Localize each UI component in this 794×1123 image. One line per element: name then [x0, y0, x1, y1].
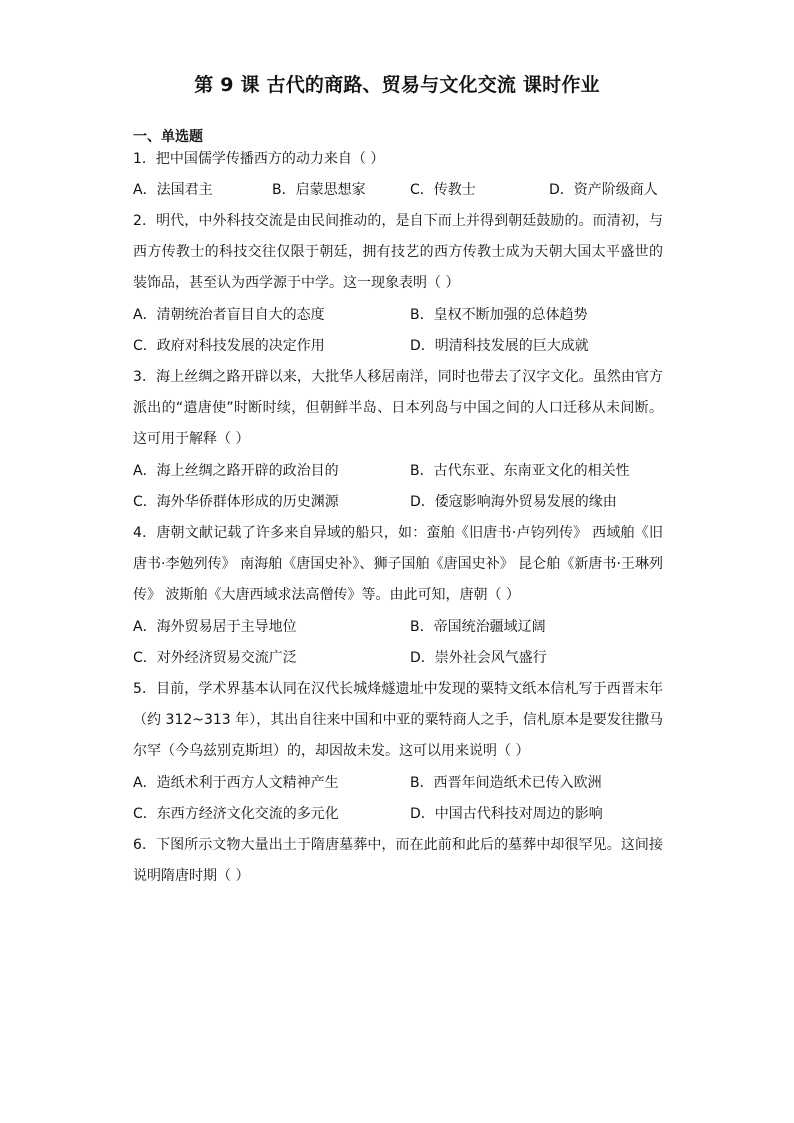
- question-3-options-row-2: [133, 487, 673, 518]
- question-2-options-row-1: [133, 300, 673, 331]
- question-4-options-row-1: [133, 612, 673, 643]
- question-6-stem: 6．下图所示文物大量出土于隋唐墓葬中，而在此前和此后的墓葬中却很罕见。这间接说明隋唐时期（ ）: [133, 837, 663, 884]
- question-5-option-c[interactable]: C．东西方经济文化交流的多元化: [133, 806, 339, 822]
- question-2-option-a[interactable]: A．清朝统治者盲目自大的态度: [133, 307, 325, 323]
- question-2-option-c[interactable]: C．政府对科技发展的决定作用: [133, 338, 325, 354]
- question-3-options-row-1: [133, 456, 673, 487]
- question-4-option-d[interactable]: D．崇外社会风气盛行: [410, 650, 547, 666]
- question-2-option-b[interactable]: B．皇权不断加强的总体趋势: [410, 307, 588, 323]
- question-3-option-c[interactable]: C．海外华侨群体形成的历史渊源: [133, 494, 339, 510]
- question-1-option-a[interactable]: A．法国君主: [133, 182, 213, 198]
- question-3-option-d[interactable]: D．倭寇影响海外贸易发展的缘由: [410, 494, 617, 510]
- question-5-option-d[interactable]: D．中国古代科技对周边的影响: [410, 806, 603, 822]
- question-1-stem: 1．把中国儒学传播西方的动力来自（ ）: [133, 151, 385, 167]
- question-3-stem: 3．海上丝绸之路开辟以来，大批华人移居南洋，同时也带去了汉字文化。虽然由官方派出的“遣唐使”时断时续，但朝鲜半岛、日本列岛与中国之间的人口迁移从未间断。这可用于解释（ ）: [133, 369, 663, 447]
- question-1-option-b[interactable]: B．启蒙思想家: [272, 182, 366, 198]
- question-5-stem: 5．目前，学术界基本认同在汉代长城烽燧遗址中发现的粟特文纸本信札写于西晋末年（约 312~313 年），其出自往来中国和中亚的粟特商人之手，信札原本是要发往撒马尔罕（今乌兹别克斯坦）的，却因故未发。这可以用来说明（ ）: [133, 681, 663, 759]
- question-5-option-b[interactable]: B．西晋年间造纸术已传入欧洲: [410, 775, 602, 791]
- question-1-option-d[interactable]: D．资产阶级商人: [549, 182, 658, 198]
- question-2-stem: 2．明代，中外科技交流是由民间推动的，是自下而上并得到朝廷鼓励的。而清初，与西方传教士的科技交往仅限于朝廷，拥有技艺的西方传教士成为天朝大国太平盛世的装饰品，甚至认为西学源于中学。这一现象表明（ ）: [133, 213, 663, 291]
- question-5-options-row-1: [133, 768, 673, 799]
- question-4-option-a[interactable]: A．海外贸易居于主导地位: [133, 619, 297, 635]
- question-3-option-a[interactable]: A．海上丝绸之路开辟的政治目的: [133, 463, 339, 479]
- page-title: 第 9 课 古代的商路、贸易与文化交流 课时作业: [194, 74, 600, 96]
- question-5-option-a[interactable]: A．造纸术利于西方人文精神产生: [133, 775, 339, 791]
- question-2-options-row-2: [133, 331, 673, 362]
- question-1-options: [133, 175, 673, 206]
- question-3-option-b[interactable]: B．古代东亚、东南亚文化的相关性: [410, 463, 630, 479]
- question-4-options-row-2: [133, 643, 673, 674]
- question-4-option-c[interactable]: C．对外经济贸易交流广泛: [133, 650, 297, 666]
- question-1-option-c[interactable]: C．传教士: [410, 182, 476, 198]
- question-2-option-d[interactable]: D．明清科技发展的巨大成就: [410, 338, 589, 354]
- question-5-options-row-2: [133, 799, 673, 830]
- question-4-stem: 4．唐朝文献记载了许多来自异域的船只，如：蛮舶《旧唐书·卢钧列传》 西域舶《旧唐书·李勉列传》 南海舶《唐国史补》、狮子国舶《唐国史补》 昆仑舶《新唐书·王琳列传》 波斯舶《大唐西域求法高僧传》等。由此可知，唐朝（ ）: [133, 525, 663, 603]
- question-4-option-b[interactable]: B．帝国统治疆域辽阔: [410, 619, 546, 635]
- section-heading: 一、单选题: [133, 129, 203, 145]
